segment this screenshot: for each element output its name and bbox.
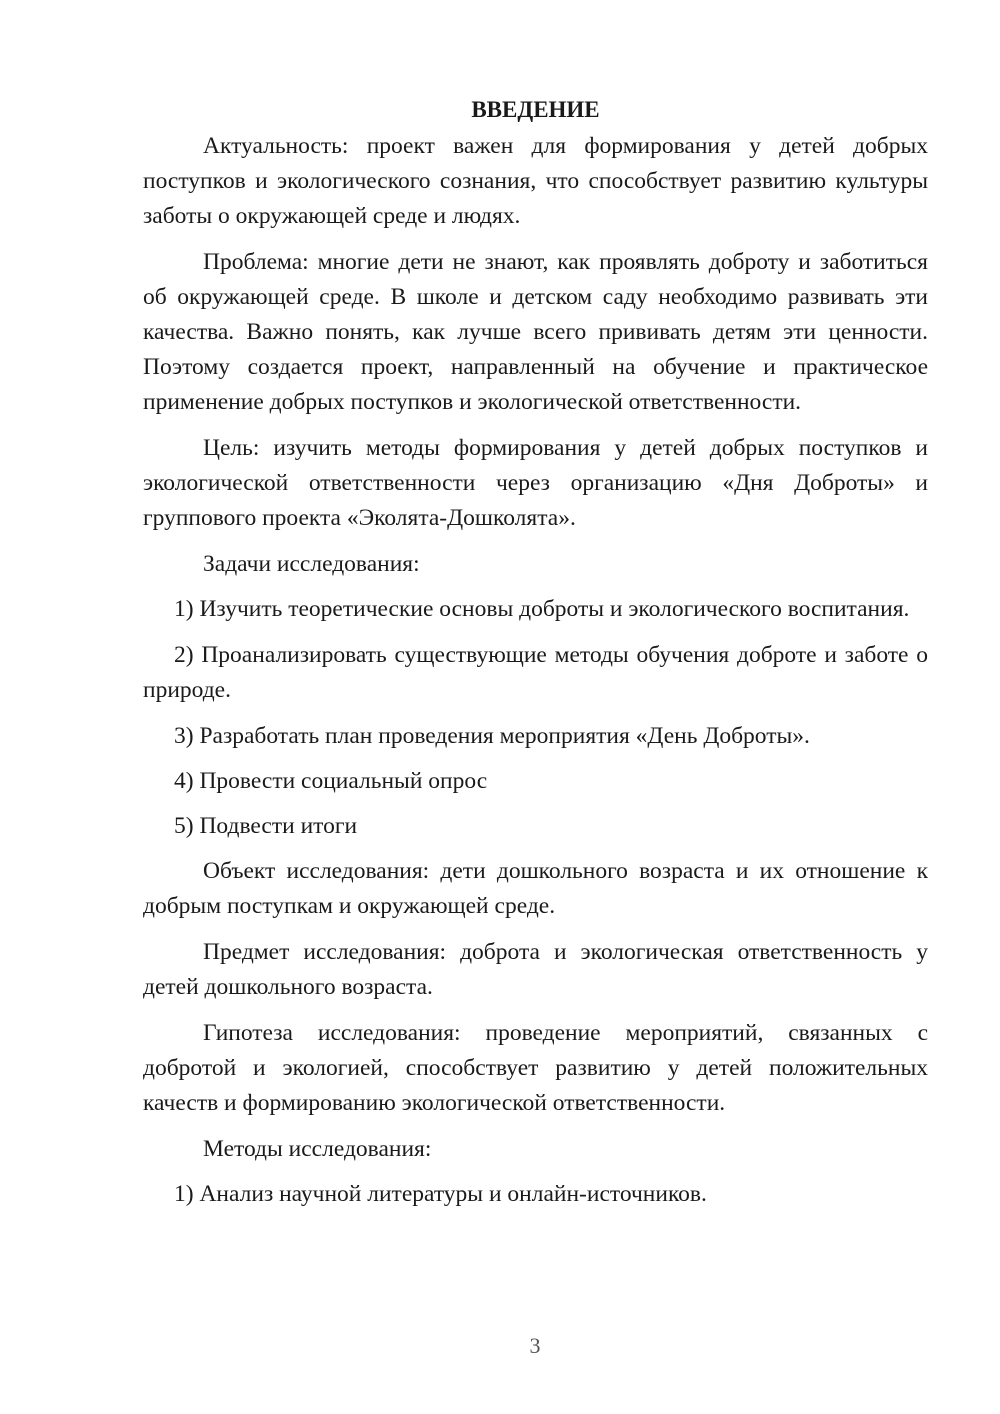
- problem-paragraph: Проблема: многие дети не знают, как проявлять доброту и заботиться об окружающей среде. В школе и детском саду необходимо развивать эти качества. Важно понять, как лучше всего прививать детям эти ценности. Поэтому создается проект, направленный на обучение и практическое применение добрых поступков и экологической ответственности.: [143, 249, 928, 415]
- tasks-heading: Задачи исследования:: [203, 551, 420, 577]
- task-item-4: 4) Провести социальный опрос: [174, 768, 488, 794]
- relevance-paragraph: Актуальность: проект важен для формирования у детей добрых поступков и экологического сознания, что способствует развитию культуры заботы о окружающей среде и людях.: [143, 133, 928, 229]
- subject-paragraph: Предмет исследования: доброта и экологическая ответственность у детей дошкольного возраста.: [143, 939, 928, 1000]
- task-item-5: 5) Подвести итоги: [174, 813, 358, 839]
- object-paragraph: Объект исследования: дети дошкольного возраста и их отношение к добрым поступкам и окружающей среде.: [143, 858, 928, 919]
- page-number: 3: [529, 1333, 541, 1358]
- goal-paragraph: Цель: изучить методы формирования у детей добрых поступков и экологической ответственности через организацию «Дня Доброты» и группового проекта «Эколята-Дошколята».: [143, 435, 928, 531]
- task-item-1: 1) Изучить теоретические основы доброты и экологического воспитания.: [174, 596, 910, 622]
- method-item-1: 1) Анализ научной литературы и онлайн-источников.: [174, 1181, 707, 1207]
- document-page: [143, 92, 928, 1222]
- task-item-2: 2) Проанализировать существующие методы обучения доброте и заботе о природе.: [143, 642, 928, 703]
- methods-heading: Методы исследования:: [203, 1136, 432, 1162]
- hypothesis-paragraph: Гипотеза исследования: проведение мероприятий, связанных с добротой и экологией, способствует развитию у детей положительных качеств и формированию экологической ответственности.: [143, 1020, 928, 1116]
- section-title: ВВЕДЕНИЕ: [471, 97, 600, 122]
- task-item-3: 3) Разработать план проведения мероприятия «День Доброты».: [174, 723, 810, 749]
